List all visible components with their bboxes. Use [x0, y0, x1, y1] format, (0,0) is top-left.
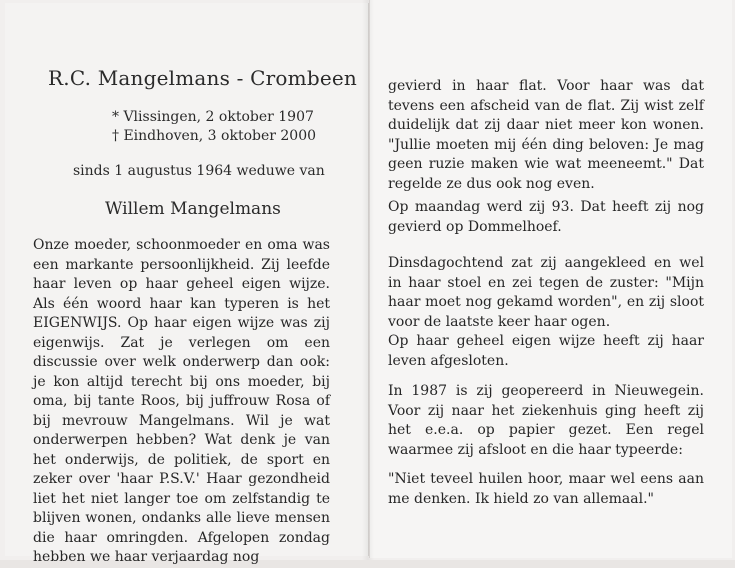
right-paragraph-3: [388, 254, 704, 332]
widow-line: sinds 1 augustus 1964 weduwe van: [73, 163, 325, 179]
right-paragraph-5: [388, 382, 704, 460]
card-fold: [362, 0, 374, 560]
right-paragraph-4: [388, 332, 704, 371]
paragraph-text: Op haar geheel eigen wijze heeft zij haar leven afgesloten.: [388, 333, 704, 369]
death-date: † Eindhoven, 3 oktober 2000: [112, 128, 317, 144]
birth-date: * Vlissingen, 2 oktober 1907: [112, 109, 314, 125]
paragraph-text: gevierd in haar flat. Voor haar was dat tevens een afscheid van de flat. Zij wist zelf duidelijk dat zij daar niet meer kon wonen. "Jullie moeten mij één ding beloven: Je mag geen ruzie maken wie wat meeneemt." Dat regelde ze dus ook nog even.: [388, 78, 704, 192]
paragraph-text: "Niet teveel huilen hoor, maar wel eens aan me denken. Ik hield zo van allemaal.": [388, 471, 704, 507]
paragraph-text: Dinsdagochtend zat zij aangekleed en wel in haar stoel en zei tegen de zuster: "Mijn haar moet nog gekamd worden", en zij sloot voor de laatste keer haar ogen.: [388, 255, 704, 330]
left-text-block: [33, 236, 330, 568]
deceased-name: R.C. Mangelmans - Crombeen: [48, 66, 357, 90]
paragraph-text: In 1987 is zij geopereerd in Nieuwegein. Voor zij naar het ziekenhuis ging heeft zij het e.e.a. op papier gezet. Een regel waarmee zij afsloot en die haar typeerde:: [388, 383, 704, 458]
husband-name: Willem Mangelmans: [105, 199, 281, 219]
right-paragraph-2: [388, 198, 704, 237]
left-paragraph: Onze moeder, schoonmoeder en oma was een markante persoonlijkheid. Zij leefde haar leven op haar geheel eigen wijze. Als één woord haar kan typeren is het EIGENWIJS. Op haar eigen wijze was zij eigenwijs. Zat je verlegen om een discussie over welk onderwerp dan ook: je kon altijd terecht bij ons moeder, bij oma, bij tante Roos, bij juffrouw Rosa of bij mevrouw Mangelmans. Wil je wat onderwerpen hebben? Wat denk je van het onderwijs, de politiek, de sport en zeker over 'haar P.S.V.' Haar gezondheid liet het niet langer toe om zelfstandig te blijven wonen, ondanks alle lieve mensen die haar omringden. Afgelopen zondag hebben we haar verjaardag nog: [33, 237, 330, 565]
right-paragraph-1: [388, 77, 704, 194]
paragraph-text: Op maandag werd zij 93. Dat heeft zij nog gevierd op Dommelhoef.: [388, 199, 704, 235]
right-paragraph-6: [388, 470, 704, 509]
